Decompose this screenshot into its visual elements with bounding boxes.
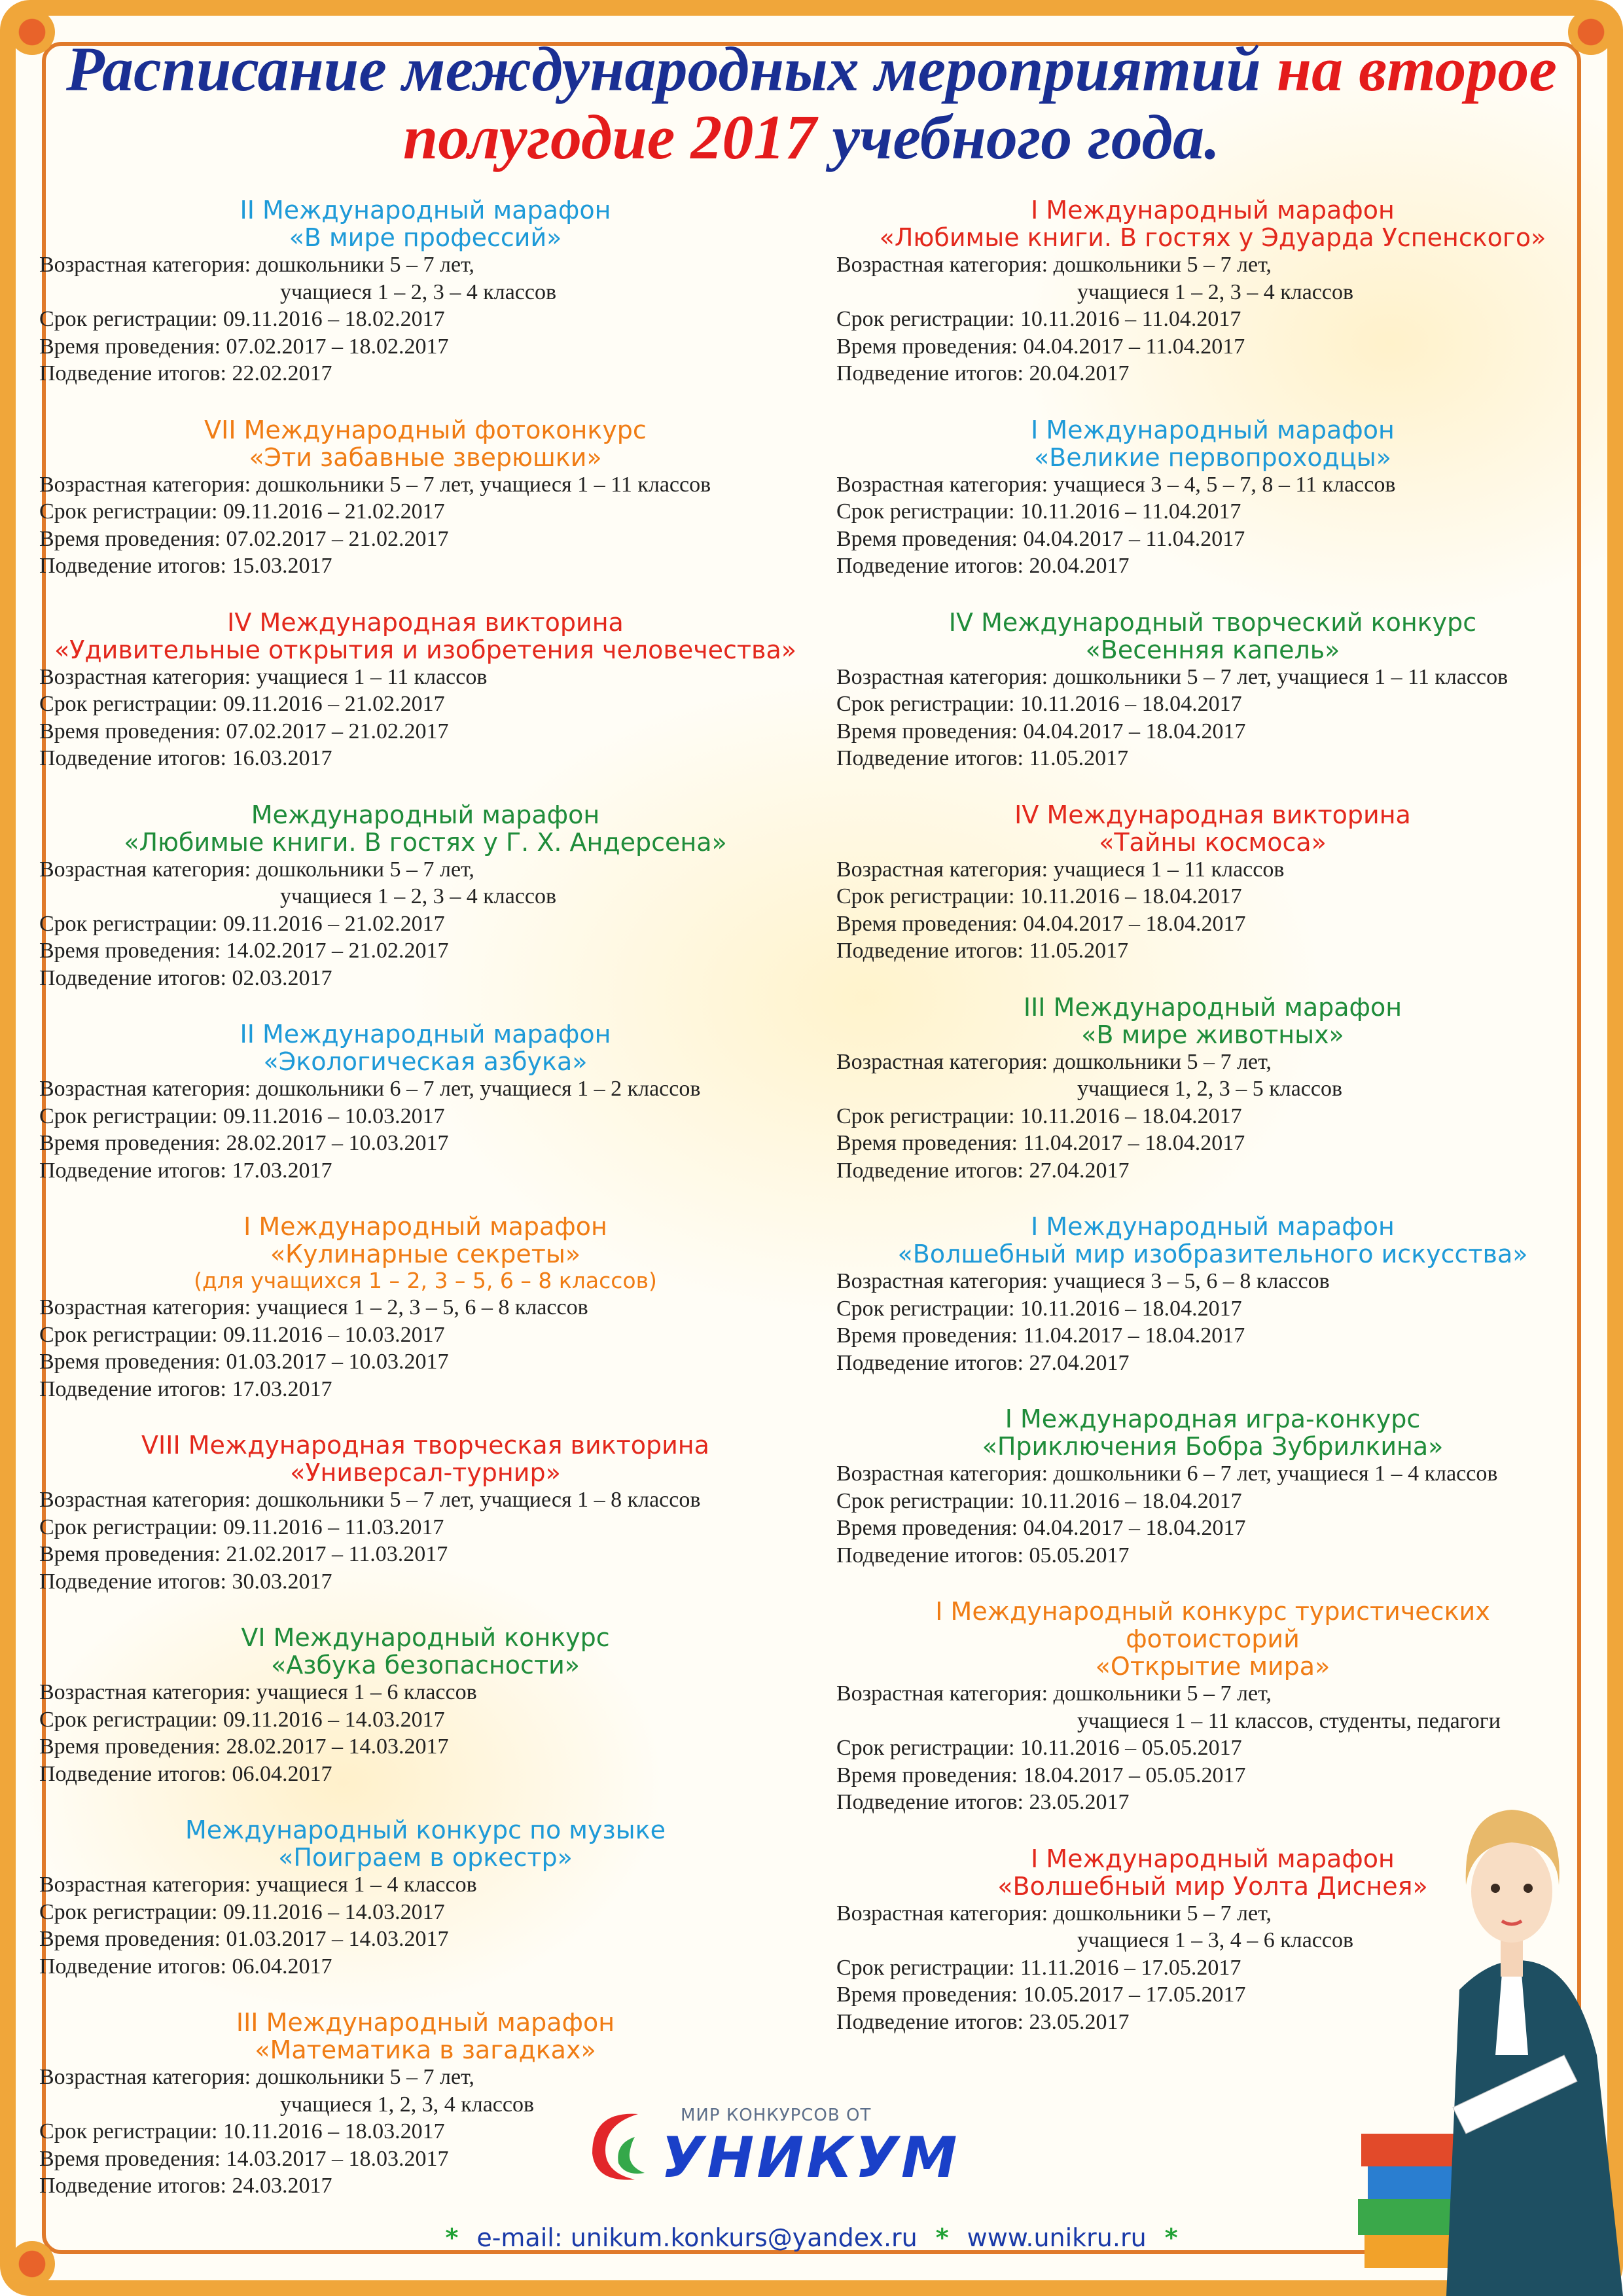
- footer-site-link[interactable]: www.unikru.ru: [967, 2223, 1147, 2252]
- event-detail-line: Возрастная категория: дошкольники 5 – 7 лет,: [836, 1681, 1272, 1706]
- teacher-eye: [1491, 1884, 1500, 1893]
- event-subtitle: «В мире профессий»: [289, 223, 562, 252]
- event-detail-line: Возрастная категория: учащиеся 3 – 4, 5 – 7, 8 – 11 классов: [836, 472, 1396, 497]
- event-detail-line: Возрастная категория: дошкольники 5 – 7 лет,: [836, 253, 1272, 277]
- event-detail-line: Срок регистрации: 09.11.2016 – 21.02.2017: [39, 499, 445, 524]
- event-title: II Международный марафон: [240, 1020, 611, 1049]
- logo-wordmark: УНИКУМ: [661, 2125, 960, 2191]
- event-detail-line: Время проведения: 28.02.2017 – 14.03.2017: [39, 1734, 449, 1759]
- event-detail-line: Срок регистрации: 10.11.2016 – 18.04.2017: [836, 884, 1242, 908]
- event-block: [836, 1213, 1589, 1376]
- event-title: VI Международный конкурс: [241, 1623, 610, 1652]
- event-title: I Международный марафон: [1031, 1844, 1395, 1873]
- event-detail-line: Срок регистрации: 09.11.2016 – 18.02.2017: [39, 307, 445, 331]
- footer-email-link[interactable]: e-mail: unikum.konkurs@yandex.ru: [476, 2223, 918, 2252]
- event-title: I Международная игра-конкурс: [1005, 1405, 1421, 1433]
- event-detail-line: Срок регистрации: 10.11.2016 – 18.04.2017: [836, 692, 1242, 716]
- event-subtitle: «Великие первопроходцы»: [1033, 442, 1392, 472]
- event-detail-line: Время проведения: 11.04.2017 – 18.04.2017: [836, 1131, 1245, 1155]
- footer-star: *: [445, 2223, 459, 2252]
- event-subtitle: «Экологическая азбука»: [263, 1047, 588, 1076]
- event-detail-line: Возрастная категория: дошкольники 5 – 7 лет, учащиеся 1 – 11 классов: [836, 664, 1508, 689]
- event-detail-line: Подведение итогов: 27.04.2017: [836, 1350, 1130, 1375]
- event-subtitle: «Волшебный мир изобразительного искусства»: [897, 1240, 1528, 1268]
- title-part-red: полугодие 2017: [402, 102, 832, 172]
- event-detail-line: Подведение итогов: 17.03.2017: [39, 1376, 332, 1401]
- teacher-face: [1471, 1840, 1552, 1943]
- teacher-illustration: [1348, 1715, 1623, 2296]
- event-subtitle: «Азбука безопасности»: [270, 1651, 580, 1679]
- event-detail-line: Срок регистрации: 09.11.2016 – 10.03.2017: [39, 1322, 445, 1347]
- event-detail-line: учащиеся 1 – 11 классов, студенты, педагоги: [1077, 1708, 1501, 1733]
- footer-contacts: [0, 2223, 1623, 2252]
- event-detail-line: Подведение итогов: 23.05.2017: [836, 1790, 1130, 1814]
- event-detail-line: Срок регистрации: 11.11.2016 – 17.05.2017: [836, 1955, 1241, 1980]
- event-block: [39, 1020, 812, 1184]
- footer-star: *: [1164, 2223, 1178, 2252]
- event-detail-line: Подведение итогов: 16.03.2017: [39, 746, 332, 770]
- event-subtitle: «Эти забавные зверюшки»: [249, 442, 602, 472]
- event-detail-line: учащиеся 1 – 2, 3 – 4 классов: [1077, 279, 1354, 304]
- event-detail-line: Время проведения: 10.05.2017 – 17.05.2017: [836, 1982, 1246, 2007]
- event-detail-line: Время проведения: 04.04.2017 – 18.04.2017: [836, 719, 1246, 744]
- event-subtitle: «Удивительные открытия и изобретения человечества»: [54, 635, 796, 664]
- event-detail-line: Время проведения: 04.04.2017 – 18.04.2017: [836, 1516, 1246, 1540]
- event-detail-line: Время проведения: 18.04.2017 – 05.05.2017: [836, 1763, 1246, 1787]
- event-detail-line: Подведение итогов: 06.04.2017: [39, 1761, 332, 1786]
- event-detail-line: учащиеся 1 – 3, 4 – 6 классов: [1077, 1928, 1354, 1952]
- event-title: VII Международный фотоконкурс: [204, 415, 647, 444]
- event-detail-line: Время проведения: 07.02.2017 – 18.02.2017: [39, 334, 449, 359]
- event-detail-line: Срок регистрации: 10.11.2016 – 11.04.2017: [836, 307, 1241, 331]
- event-block: [39, 196, 812, 387]
- event-title: IV Международная викторина: [1014, 800, 1411, 829]
- event-detail-line: Время проведения: 04.04.2017 – 11.04.2017: [836, 334, 1245, 359]
- event-subtitle: «Поиграем в оркестр»: [278, 1843, 573, 1872]
- event-block: [39, 801, 812, 992]
- event-detail-line: Срок регистрации: 09.11.2016 – 14.03.2017: [39, 1707, 445, 1732]
- event-title: IV Международный творческий конкурс: [948, 607, 1477, 637]
- event-block: [39, 416, 812, 580]
- event-detail-line: Срок регистрации: 10.11.2016 – 18.04.2017: [836, 1296, 1242, 1321]
- event-detail-line: учащиеся 1 – 2, 3 – 4 классов: [280, 279, 557, 304]
- event-title: Международный конкурс по музыке: [185, 1816, 666, 1844]
- title-part-blue: учебного года.: [832, 102, 1221, 172]
- event-detail-line: Срок регистрации: 09.11.2016 – 10.03.2017: [39, 1103, 445, 1128]
- event-detail-line: Возрастная категория: учащиеся 1 – 2, 3 – 5, 6 – 8 классов: [39, 1295, 588, 1319]
- event-detail-line: Срок регистрации: 10.11.2016 – 18.04.2017: [836, 1103, 1242, 1128]
- event-detail-line: Подведение итогов: 30.03.2017: [39, 1569, 332, 1594]
- event-title: I Международный марафон: [1031, 415, 1395, 444]
- event-detail-line: Время проведения: 01.03.2017 – 14.03.2017: [39, 1927, 449, 1951]
- title-part-red: на второе: [1276, 34, 1557, 104]
- event-title: III Международный марафон: [1023, 992, 1402, 1022]
- event-detail-line: Подведение итогов: 02.03.2017: [39, 965, 332, 990]
- event-block: [836, 1405, 1589, 1569]
- event-detail-line: Возрастная категория: учащиеся 1 – 11 классов: [836, 857, 1285, 882]
- event-detail-line: Возрастная категория: дошкольники 5 – 7 лет,: [39, 857, 474, 882]
- event-detail-line: Время проведения: 07.02.2017 – 21.02.2017: [39, 719, 449, 744]
- event-detail-line: Возрастная категория: учащиеся 1 – 6 классов: [39, 1680, 477, 1704]
- event-subtitle: «Любимые книги. В гостях у Г. Х. Андерсена»: [124, 827, 727, 857]
- event-title: I Международный конкурс туристических: [935, 1597, 1490, 1626]
- unikum-logo: [576, 2091, 960, 2191]
- event-detail-line: Возрастная категория: дошкольники 5 – 7 лет, учащиеся 1 – 11 классов: [39, 472, 711, 497]
- event-detail-line: Время проведения: 14.03.2017 – 18.03.2017: [39, 2146, 449, 2171]
- left-event-column: [39, 196, 812, 2229]
- event-subtitle: «Волшебный мир Уолта Диснея»: [997, 1871, 1428, 1901]
- event-detail-line: Срок регистрации: 09.11.2016 – 14.03.2017: [39, 1899, 445, 1924]
- event-subtitle: «Приключения Бобра Зубрилкина»: [982, 1432, 1444, 1461]
- event-subtitle: «В мире животных»: [1081, 1020, 1344, 1049]
- event-title: I Международный марафон: [1031, 1212, 1395, 1241]
- event-detail-line: Возрастная категория: учащиеся 1 – 11 классов: [39, 664, 488, 689]
- event-block: [39, 1431, 812, 1595]
- event-note: (для учащихся 1 – 2, 3 – 5, 6 – 8 классов): [194, 1268, 657, 1293]
- event-block: [39, 1816, 812, 1980]
- event-detail-line: Время проведения: 14.02.2017 – 21.02.2017: [39, 939, 449, 963]
- event-detail-line: Возрастная категория: дошкольники 6 – 7 лет, учащиеся 1 – 2 классов: [39, 1077, 701, 1101]
- event-title: III Международный марафон: [236, 2008, 615, 2037]
- event-detail-line: Подведение итогов: 22.02.2017: [39, 361, 332, 386]
- event-block: [39, 609, 812, 772]
- event-detail-line: Время проведения: 21.02.2017 – 11.03.2017: [39, 1542, 448, 1566]
- event-detail-line: Подведение итогов: 15.03.2017: [39, 554, 332, 578]
- event-subtitle: «Универсал-турнир»: [290, 1458, 561, 1487]
- event-subtitle: «Кулинарные секреты»: [270, 1240, 581, 1268]
- event-detail-line: Срок регистрации: 10.11.2016 – 18.04.2017: [836, 1488, 1242, 1513]
- event-title: I Международный марафон: [243, 1212, 607, 1241]
- event-block: [836, 196, 1589, 387]
- event-subtitle: «Весенняя капель»: [1085, 635, 1340, 664]
- event-detail-line: Время проведения: 01.03.2017 – 10.03.2017: [39, 1350, 449, 1374]
- event-detail-line: Возрастная категория: дошкольники 5 – 7 лет,: [836, 1901, 1272, 1926]
- event-detail-line: Подведение итогов: 20.04.2017: [836, 554, 1130, 578]
- event-title: II Международный марафон: [240, 196, 611, 224]
- event-block: [39, 1213, 812, 1403]
- event-detail-line: Подведение итогов: 27.04.2017: [836, 1158, 1130, 1183]
- event-detail-line: Подведение итогов: 11.05.2017: [836, 746, 1129, 770]
- event-detail-line: Срок регистрации: 10.11.2016 – 11.04.2017: [836, 499, 1241, 524]
- event-title: VIII Международная творческая викторина: [141, 1431, 709, 1460]
- event-title: Международный марафон: [251, 800, 600, 829]
- event-block: [836, 609, 1589, 772]
- event-detail-line: Срок регистрации: 09.11.2016 – 21.02.2017: [39, 911, 445, 936]
- event-detail-line: Возрастная категория: дошкольники 5 – 7 лет, учащиеся 1 – 8 классов: [39, 1488, 701, 1512]
- page-title-line-2: [0, 102, 1623, 172]
- event-detail-line: учащиеся 1 – 2, 3 – 4 классов: [280, 884, 557, 908]
- event-subtitle: фотоисторий: [1126, 1624, 1300, 1653]
- event-block: [836, 416, 1589, 580]
- title-part-blue: Расписание международных мероприятий: [66, 34, 1277, 104]
- event-subtitle: «Математика в загадках»: [255, 2036, 596, 2064]
- event-detail-line: учащиеся 1, 2, 3 – 5 классов: [1077, 1077, 1343, 1101]
- event-detail-line: Срок регистрации: 10.11.2016 – 18.03.2017: [39, 2119, 445, 2144]
- event-detail-line: Время проведения: 11.04.2017 – 18.04.2017: [836, 1323, 1245, 1348]
- event-detail-line: Срок регистрации: 10.11.2016 – 05.05.2017: [836, 1736, 1242, 1760]
- event-subtitle: «Тайны космоса»: [1099, 827, 1327, 857]
- footer-star: *: [935, 2223, 949, 2252]
- event-detail-line: Подведение итогов: 06.04.2017: [39, 1954, 332, 1979]
- event-detail-line: Возрастная категория: дошкольники 5 – 7 лет,: [39, 2065, 474, 2089]
- event-detail-line: Подведение итогов: 05.05.2017: [836, 1543, 1130, 1568]
- event-detail-line: Подведение итогов: 11.05.2017: [836, 939, 1129, 963]
- event-detail-line: Подведение итогов: 23.05.2017: [836, 2009, 1130, 2034]
- teacher-eye: [1524, 1884, 1533, 1893]
- event-block: [836, 994, 1589, 1185]
- event-detail-line: учащиеся 1, 2, 3, 4 классов: [280, 2092, 535, 2117]
- event-detail-line: Подведение итогов: 17.03.2017: [39, 1158, 332, 1183]
- event-subtitle: «Открытие мира»: [1095, 1652, 1330, 1681]
- event-detail-line: Возрастная категория: учащиеся 1 – 4 классов: [39, 1873, 477, 1897]
- event-subtitle: «Любимые книги. В гостях у Эдуарда Успенского»: [879, 223, 1546, 252]
- page-title-line-1: [0, 34, 1623, 104]
- event-block: [39, 1624, 812, 1787]
- event-detail-line: Подведение итогов: 20.04.2017: [836, 361, 1130, 386]
- event-detail-line: Возрастная категория: дошкольники 6 – 7 лет, учащиеся 1 – 4 классов: [836, 1462, 1498, 1486]
- event-detail-line: Время проведения: 07.02.2017 – 21.02.2017: [39, 526, 449, 551]
- event-detail-line: Время проведения: 04.04.2017 – 11.04.2017: [836, 526, 1245, 551]
- event-detail-line: Срок регистрации: 09.11.2016 – 11.03.2017: [39, 1515, 444, 1539]
- event-detail-line: Подведение итогов: 24.03.2017: [39, 2174, 332, 2198]
- event-detail-line: Время проведения: 28.02.2017 – 10.03.2017: [39, 1131, 449, 1155]
- logo-swoosh-icon: [576, 2098, 661, 2189]
- event-detail-line: Время проведения: 04.04.2017 – 18.04.2017: [836, 911, 1246, 936]
- event-title: IV Международная викторина: [227, 607, 624, 637]
- event-detail-line: Возрастная категория: дошкольники 5 – 7 лет,: [836, 1049, 1272, 1074]
- event-detail-line: Возрастная категория: дошкольники 5 – 7 лет,: [39, 253, 474, 277]
- logo-caption: МИР КОНКУРСОВ ОТ: [681, 2106, 872, 2125]
- event-detail-line: Срок регистрации: 09.11.2016 – 21.02.2017: [39, 692, 445, 716]
- event-title: I Международный марафон: [1031, 196, 1395, 224]
- event-block: [836, 801, 1589, 965]
- event-detail-line: Возрастная категория: учащиеся 3 – 5, 6 – 8 классов: [836, 1269, 1330, 1293]
